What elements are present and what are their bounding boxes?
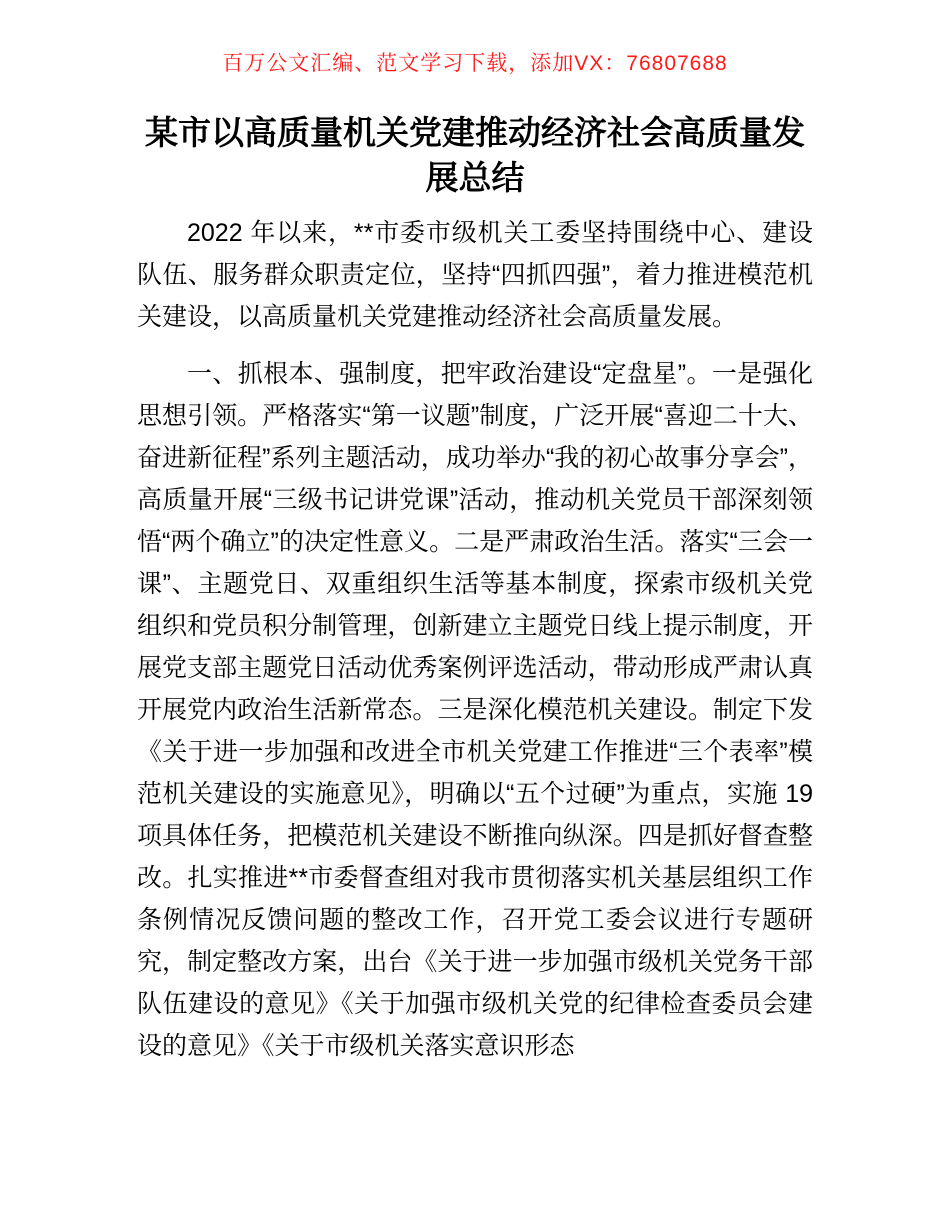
paragraph: 2022 年以来，**市委市级机关工委坚持围绕中心、建设队伍、服务群众职责定位，坚持“四抓四强”，着力推进模范机关建设，以高质量机关党建推动经济社会高质量发展。 [137,219,813,331]
promo-header-text: 百万公文汇编、范文学习下载，添加VX：76807688 [222,52,728,75]
document-body [137,212,813,1082]
paragraph: 一、抓根本、强制度，把牢政治建设“定盘星”。一是强化思想引领。严格落实“第一议题”制度，广泛开展“喜迎二十大、奋进新征程”系列主题活动，成功举办“我的初心故事分享会”，高质量开展“三级书记讲党课”活动，推动机关党员干部深刻领悟“两个确立”的决定性意义。二是严肃政治生活。落实“三会一课”、主题党日、双重组织生活等基本制度，探索市级机关党组织和党员积分制管理，创新建立主题党日线上提示制度，开展党支部主题党日活动优秀案例评选活动，带动形成严肃认真开展党内政治生活新常态。三是深化模范机关建设。制定下发《关于进一步加强和改进全市机关党建工作推进“三个表率”模范机关建设的实施意见》，明确以“五个过硬”为重点，实施 19 项具体任务，把模范机关建设不断推向纵深。四是抓好督查整改。扎实推进**市委督查组对我市贯彻落实机关基层组织工作条例情况反馈问题的整改工作，召开党工委会议进行专题研究，制定整改方案，出台《关于进一步加强市级机关党务干部队伍建设的意见》《关于加强市级机关党的纪律检查委员会建设的意见》《关于市级机关落实意识形态 [137,360,813,1060]
document-title: 某市以高质量机关党建推动经济社会高质量发展总结 [145,114,805,196]
